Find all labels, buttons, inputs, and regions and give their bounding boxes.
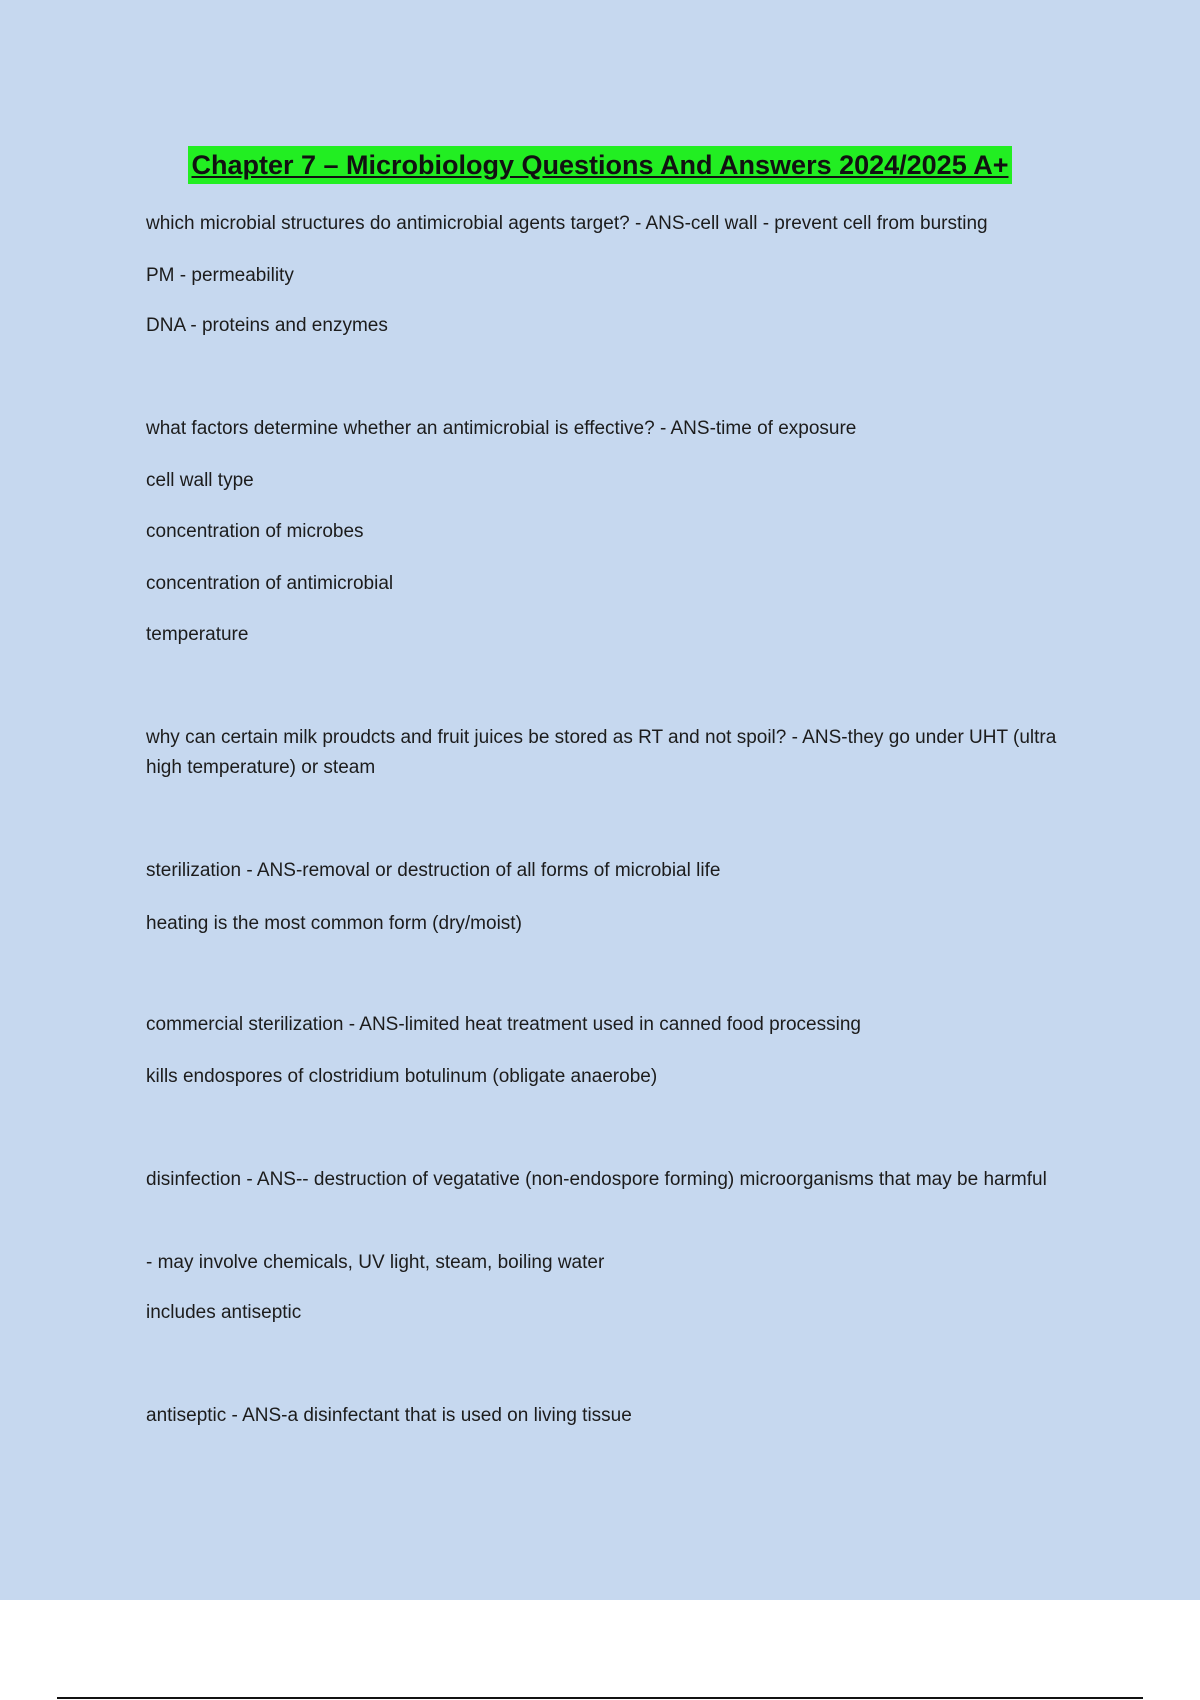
title-container xyxy=(0,146,1200,184)
document-title: Chapter 7 – Microbiology Questions And Answers 2024/2025 A+ xyxy=(188,146,1011,184)
question-line: why can certain milk proudcts and fruit juices be stored as RT and not spoil? - ANS-they go under UHT (ultra high temperature) or steam xyxy=(146,727,1057,778)
question-line: which microbial structures do antimicrobial agents target? - ANS-cell wall - prevent cell from bursting xyxy=(146,213,988,234)
question-line: antiseptic - ANS-a disinfectant that is used on living tissue xyxy=(146,1405,632,1426)
answer-line: kills endospores of clostridium botulinum (obligate anaerobe) xyxy=(146,1066,658,1087)
question-line: sterilization - ANS-removal or destruction of all forms of microbial life xyxy=(146,860,721,881)
question-line: commercial sterilization - ANS-limited heat treatment used in canned food processing xyxy=(146,1014,861,1035)
question-line: what factors determine whether an antimicrobial is effective? - ANS-time of exposure xyxy=(146,418,857,439)
answer-line: PM - permeability xyxy=(146,265,294,286)
answer-line: concentration of antimicrobial xyxy=(146,573,394,594)
answer-line: temperature xyxy=(146,624,249,645)
answer-line: heating is the most common form (dry/moist) xyxy=(146,913,522,934)
answer-line: DNA - proteins and enzymes xyxy=(146,315,388,336)
question-line: disinfection - ANS-- destruction of vegatative (non-endospore forming) microorganisms that may be harmful xyxy=(146,1169,1047,1190)
footer-divider xyxy=(57,1697,1143,1699)
answer-line: includes antiseptic xyxy=(146,1302,302,1323)
answer-line: concentration of microbes xyxy=(146,521,364,542)
answer-line: cell wall type xyxy=(146,470,254,491)
answer-line: - may involve chemicals, UV light, steam, boiling water xyxy=(146,1252,605,1273)
